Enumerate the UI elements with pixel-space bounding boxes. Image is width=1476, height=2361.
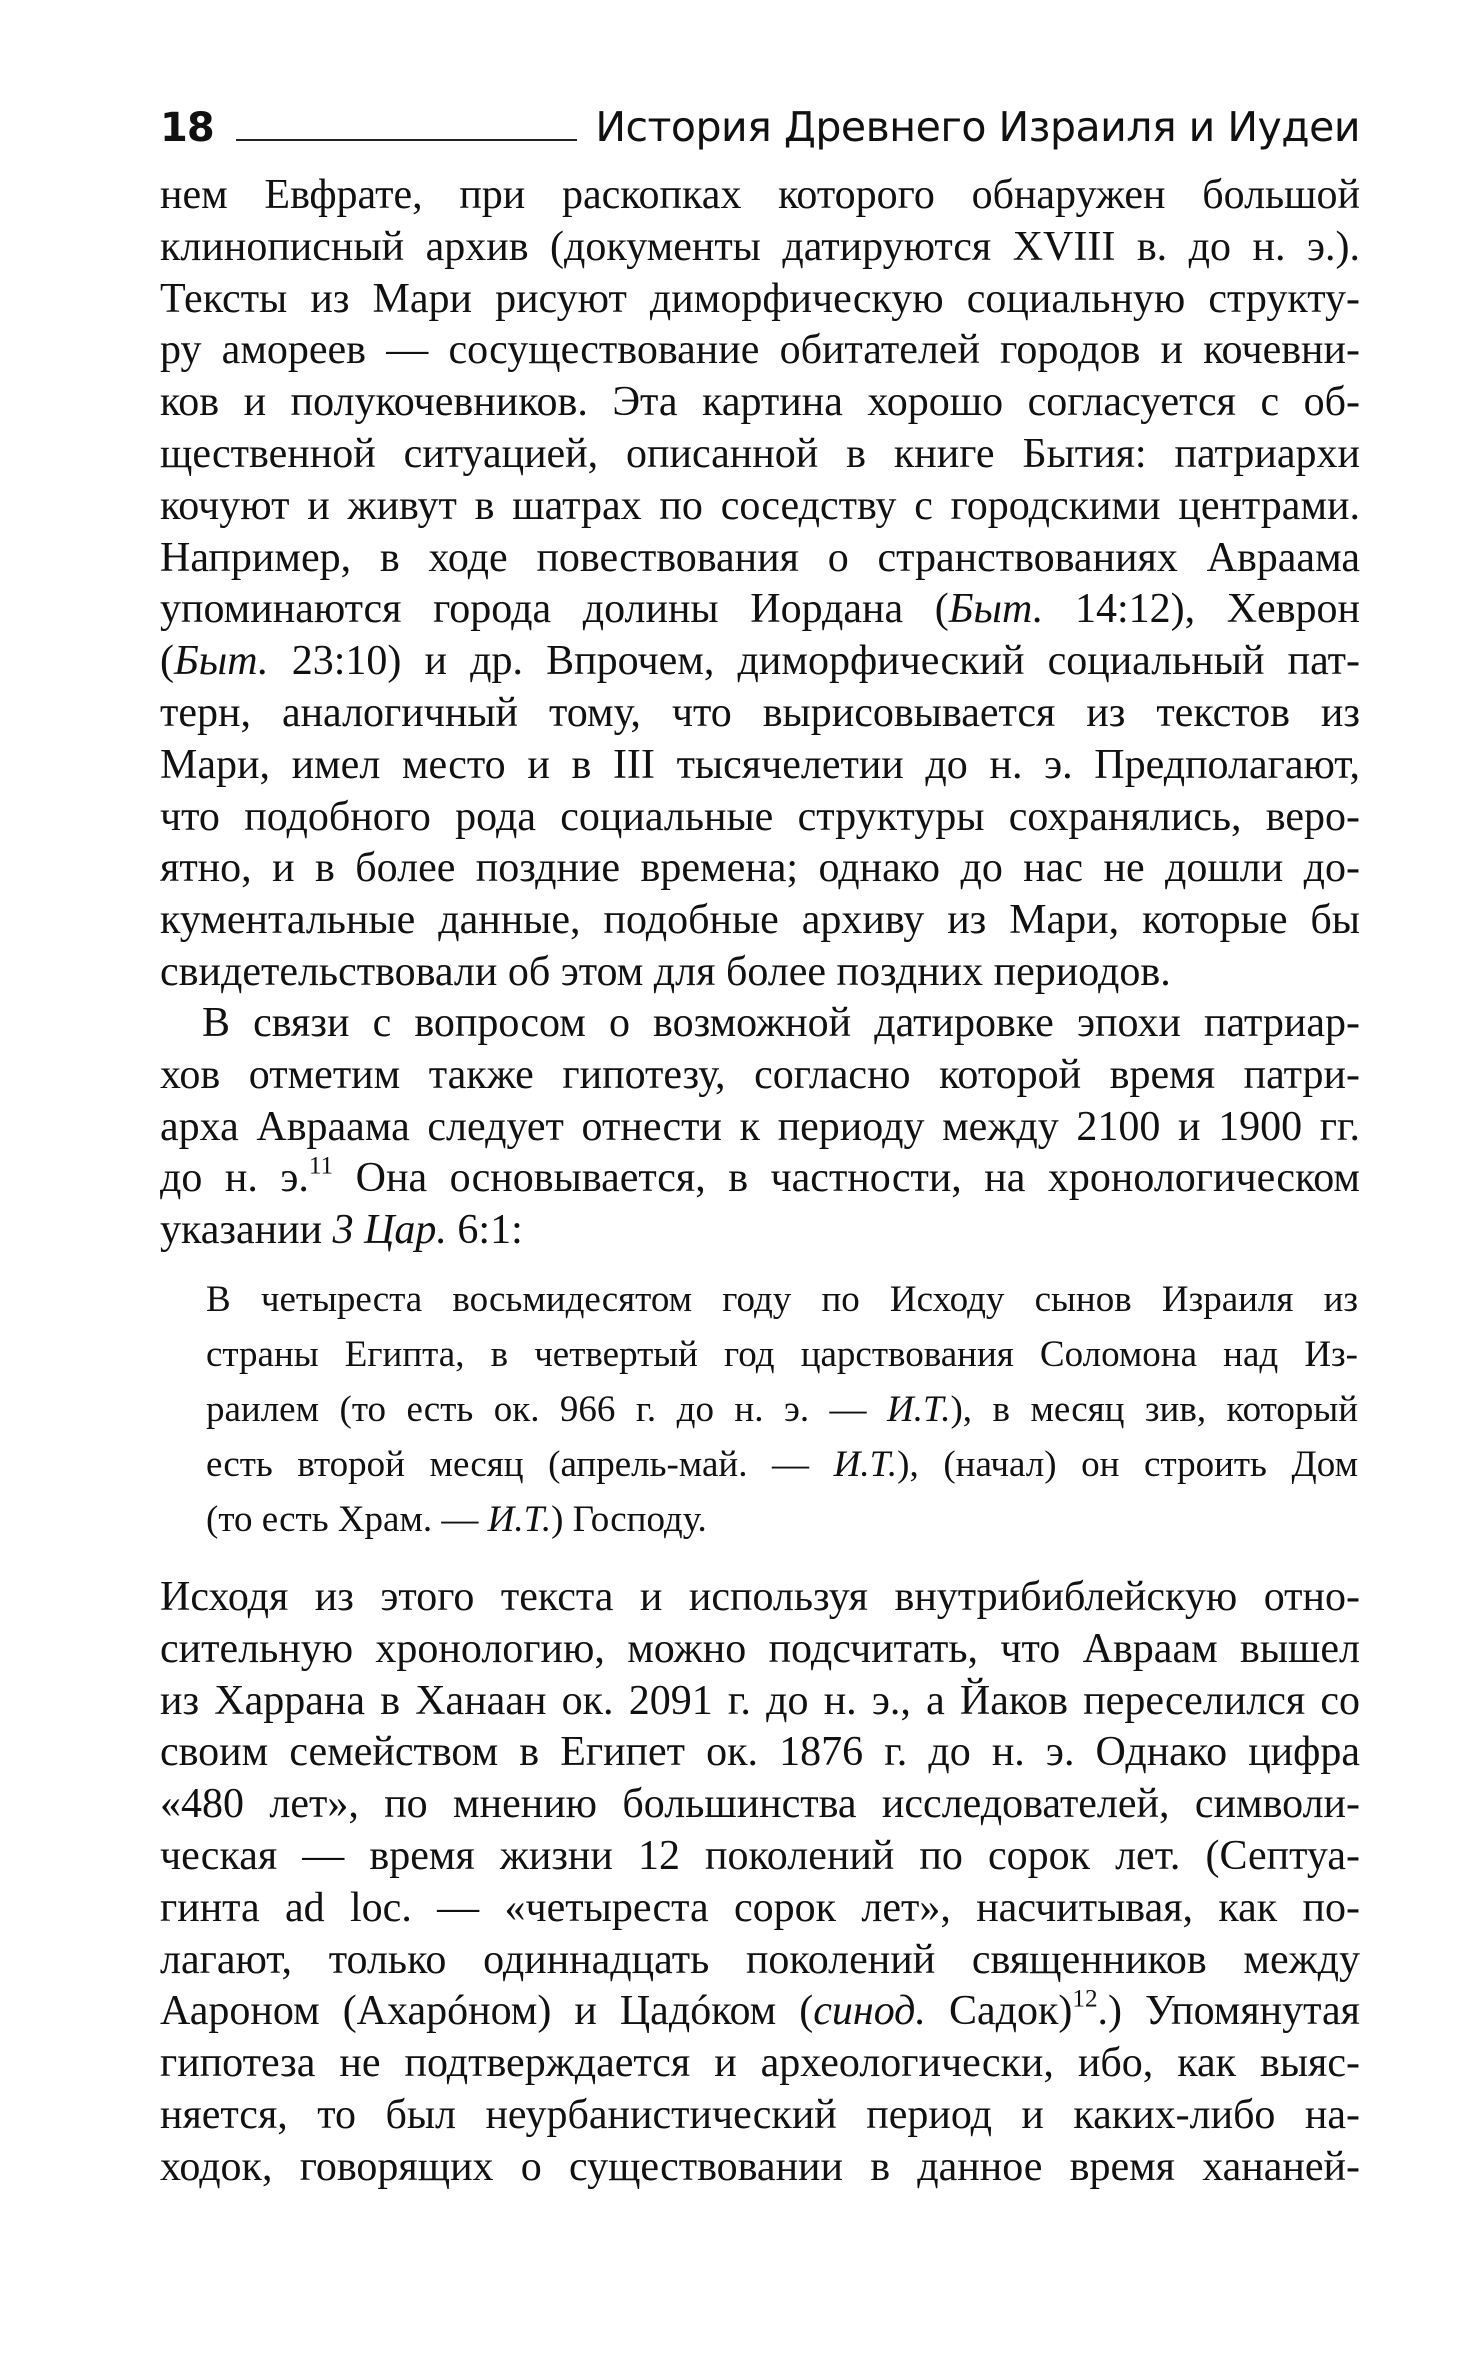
running-title: История Древнего Израиля и Иудеи <box>595 103 1360 151</box>
footnote-ref-11: 11 <box>308 1152 334 1180</box>
text-line: своим семейством в Египет ок. 1876 г. до н. э. Однако цифра <box>160 1729 1360 1776</box>
text-line: «480 лет», по мнению большинства исследователей, символи- <box>160 1781 1360 1828</box>
text-line: до н. э.$^{11}$ Она основывается, в частности, на хронологическом <box>160 1152 1361 1202</box>
text-line: арха Авраама следует отнести к периоду между 2100 и 1900 гг. <box>160 1103 1360 1150</box>
footnote-ref-12: 12 <box>1072 1985 1098 2013</box>
author-initials: И.Т. <box>487 1499 552 1540</box>
text-line: Например, в ходе повествования о странствованиях Авраама <box>160 534 1360 581</box>
block-quote <box>206 1272 1358 1547</box>
author-initials: И.Т. <box>833 1444 898 1485</box>
text-line: ятно, и в более поздние времена; однако до нас не дошли до- <box>160 845 1360 892</box>
paragraph-2 <box>160 998 1360 1257</box>
quote-line: раилем (то есть ок. 966 г. до н. э. — И.Т.), в месяц зив, который <box>206 1389 1358 1430</box>
header-rule <box>236 139 578 141</box>
quote-line: (то есть Храм. — И.Т.) Господу. <box>206 1499 707 1540</box>
text-line: кументальные данные, подобные архиву из Мари, которые бы <box>160 897 1360 944</box>
text-line: Мари, имел место и в III тысячелетии до н. э. Предполагают, <box>160 741 1360 788</box>
author-initials: И.Т. <box>887 1389 951 1430</box>
text-line: указании 3 Цар. 6:1: <box>160 1207 523 1254</box>
text-line: гинта ad loc. — «четыреста сорок лет», насчитывая, как по- <box>160 1884 1360 1931</box>
paragraph-1 <box>160 170 1360 999</box>
running-header <box>160 88 1360 151</box>
text-line: В связи с вопросом о возможной датировке эпохи патриар- <box>202 1000 1360 1046</box>
paragraph-3 <box>160 1572 1360 2194</box>
text-line: няется, то был неурбанистический период и каких-либо на- <box>160 2091 1360 2138</box>
bible-ref: 3 Цар. <box>332 1207 447 1254</box>
text-line: кочуют и живут в шатрах по соседству с городскими центрами. <box>160 482 1360 529</box>
bible-ref: Быт. <box>948 586 1044 633</box>
text-line: хов отметим также гипотезу, согласно которой время патри- <box>160 1051 1360 1098</box>
bible-ref: Быт. <box>174 638 269 685</box>
text-line: Аароном (Ахарóном) и Цадóком (синод. Садок)$^{12}$.) Упомянутая <box>160 1985 1360 2035</box>
text-line: лагают, только одиннадцать поколений священников между <box>160 1936 1360 1983</box>
text-line: Тексты из Мари рисуют диморфическую социальную структу- <box>160 275 1360 322</box>
text-line: гипотеза не подтверждается и археологически, ибо, как выяс- <box>160 2040 1360 2087</box>
quote-line: есть второй месяц (апрель-май. — И.Т.), (начал) он строить Дом <box>206 1444 1358 1485</box>
text-line: сительную хронологию, можно подсчитать, что Авраам вышел <box>160 1625 1360 1672</box>
text-line: ческая — время жизни 12 поколений по сорок лет. (Септуа- <box>160 1832 1360 1879</box>
text-line: ру амореев — сосуществование обитателей городов и кочевни- <box>160 327 1360 374</box>
text-line: ков и полукочевников. Эта картина хорошо согласуется с об- <box>160 379 1360 426</box>
synodal-ref: синод. <box>813 1988 926 2035</box>
text-line: нем Евфрате, при раскопках которого обнаружен большой <box>160 172 1360 218</box>
text-line: упоминаются города долины Иордана (Быт. 14:12), Хеврон <box>160 586 1361 633</box>
text-line: клинописный архив (документы датируются XVIII в. до н. э.). <box>160 223 1360 270</box>
text-line: что подобного рода социальные структуры сохранялись, веро- <box>160 793 1360 840</box>
text-line: свидетельствовали об этом для более поздних периодов. <box>160 948 1171 995</box>
text-line: терн, аналогичный тому, что вырисовывается из текстов из <box>160 689 1360 736</box>
text-line: Исходя из этого текста и используя внутрибиблейскую отно- <box>160 1574 1360 1620</box>
text-line: ходок, говорящих о существовании в данное время хананей- <box>160 2143 1360 2190</box>
text-line: (Быт. 23:10) и др. Впрочем, диморфический социальный пат- <box>160 638 1360 685</box>
quote-line: В четыреста восьмидесятом году по Исходу сынов Израиля из <box>206 1279 1358 1320</box>
text-line: щественной ситуацией, описанной в книге Бытия: патриархи <box>160 430 1360 477</box>
quote-line: страны Египта, в четвертый год царствования Соломона над Из- <box>206 1334 1358 1375</box>
text-line: из Харрана в Ханаан ок. 2091 г. до н. э., а Йаков переселился со <box>160 1677 1360 1724</box>
page-number: 18 <box>160 105 214 151</box>
